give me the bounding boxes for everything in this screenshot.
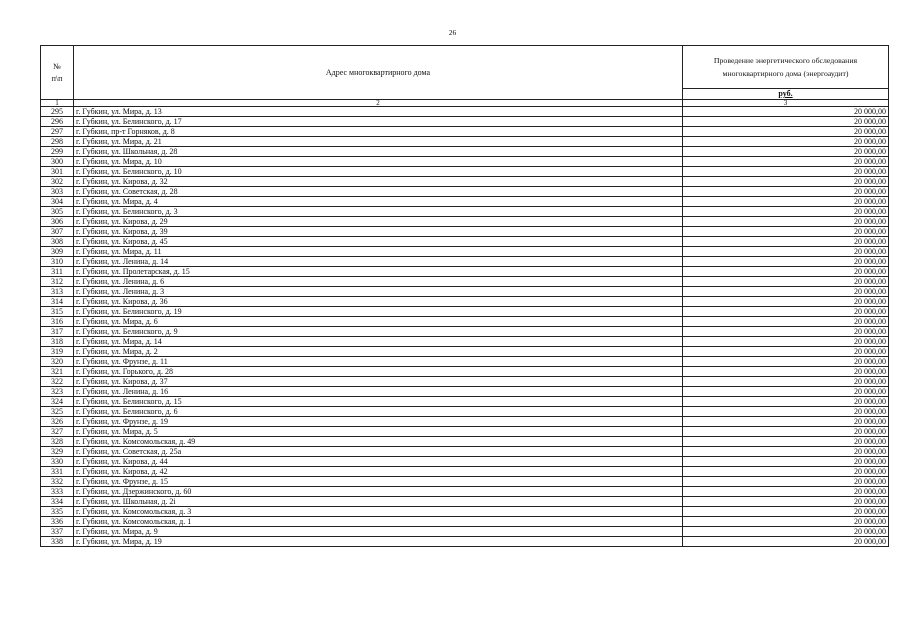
row-number: 318: [41, 337, 74, 347]
index-cell-2: 2: [74, 100, 683, 107]
row-sum: 20 000,00: [683, 377, 889, 387]
row-sum: 20 000,00: [683, 407, 889, 417]
header-cost: [683, 46, 889, 89]
row-number: 302: [41, 177, 74, 187]
row-number: 313: [41, 287, 74, 297]
row-sum: 20 000,00: [683, 367, 889, 377]
page-number: 26: [448, 28, 457, 37]
table-row: [41, 437, 889, 447]
row-sum: 20 000,00: [683, 297, 889, 307]
row-sum: 20 000,00: [683, 147, 889, 157]
row-address: г. Губкин, ул. Советская, д. 28: [74, 187, 683, 197]
row-address: г. Губкин, ул. Мира, д. 9: [74, 527, 683, 537]
table-row: [41, 227, 889, 237]
table-row: [41, 157, 889, 167]
row-number: 309: [41, 247, 74, 257]
row-sum: 20 000,00: [683, 307, 889, 317]
table-row: [41, 417, 889, 427]
table-row: [41, 137, 889, 147]
row-number: 300: [41, 157, 74, 167]
row-number: 297: [41, 127, 74, 137]
row-address: г. Губкин, ул. Кирова, д. 45: [74, 237, 683, 247]
header-cost-line-2: многоквартирного дома (энергоаудит): [722, 69, 849, 78]
row-number: 307: [41, 227, 74, 237]
table-row: [41, 387, 889, 397]
table-row: [41, 347, 889, 357]
table-row: [41, 367, 889, 377]
row-number: 301: [41, 167, 74, 177]
table-row: [41, 517, 889, 527]
table-row: [41, 427, 889, 437]
table-row: [41, 507, 889, 517]
row-address: г. Губкин, ул. Кирова, д. 39: [74, 227, 683, 237]
row-address: г. Губкин, ул. Ленина, д. 14: [74, 257, 683, 267]
header-number: № п\п: [41, 46, 74, 100]
row-sum: 20 000,00: [683, 387, 889, 397]
table-row: [41, 447, 889, 457]
row-sum: 20 000,00: [683, 197, 889, 207]
table-row: [41, 247, 889, 257]
row-number: 327: [41, 427, 74, 437]
row-address: г. Губкин, ул. Фрунзе, д. 19: [74, 417, 683, 427]
row-address: г. Губкин, ул. Мира, д. 21: [74, 137, 683, 147]
table-row: [41, 397, 889, 407]
table-row: [41, 217, 889, 227]
row-number: 310: [41, 257, 74, 267]
row-sum: 20 000,00: [683, 477, 889, 487]
row-sum: 20 000,00: [683, 167, 889, 177]
row-sum: 20 000,00: [683, 207, 889, 217]
table-row: [41, 297, 889, 307]
row-sum: 20 000,00: [683, 257, 889, 267]
table-row: [41, 207, 889, 217]
row-address: г. Губкин, ул. Кирова, д. 44: [74, 457, 683, 467]
table-row: [41, 197, 889, 207]
row-address: г. Губкин, ул. Мира, д. 5: [74, 427, 683, 437]
row-sum: 20 000,00: [683, 397, 889, 407]
row-number: 332: [41, 477, 74, 487]
row-number: 319: [41, 347, 74, 357]
row-address: г. Губкин, ул. Белинского, д. 10: [74, 167, 683, 177]
row-sum: 20 000,00: [683, 457, 889, 467]
row-number: 331: [41, 467, 74, 477]
table-body: [41, 107, 889, 547]
row-address: г. Губкин, ул. Фрунзе, д. 15: [74, 477, 683, 487]
row-address: г. Губкин, ул. Белинского, д. 9: [74, 327, 683, 337]
row-address: г. Губкин, ул. Ленина, д. 3: [74, 287, 683, 297]
row-sum: 20 000,00: [683, 427, 889, 437]
row-address: г. Губкин, ул. Белинского, д. 17: [74, 117, 683, 127]
row-sum: 20 000,00: [683, 277, 889, 287]
row-number: 322: [41, 377, 74, 387]
index-cell-3: 3: [683, 100, 889, 107]
row-sum: 20 000,00: [683, 447, 889, 457]
row-sum: 20 000,00: [683, 107, 889, 117]
row-address: г. Губкин, ул. Белинского, д. 6: [74, 407, 683, 417]
row-number: 308: [41, 237, 74, 247]
row-sum: 20 000,00: [683, 267, 889, 277]
row-number: 314: [41, 297, 74, 307]
row-sum: 20 000,00: [683, 157, 889, 167]
row-number: 311: [41, 267, 74, 277]
row-number: 324: [41, 397, 74, 407]
row-number: 304: [41, 197, 74, 207]
row-sum: 20 000,00: [683, 487, 889, 497]
row-sum: 20 000,00: [683, 437, 889, 447]
table-row: [41, 257, 889, 267]
row-sum: 20 000,00: [683, 357, 889, 367]
row-sum: 20 000,00: [683, 537, 889, 547]
row-address: г. Губкин, ул. Комсомольская, д. 1: [74, 517, 683, 527]
row-address: г. Губкин, ул. Школьная, д. 28: [74, 147, 683, 157]
row-number: 334: [41, 497, 74, 507]
row-address: г. Губкин, ул. Кирова, д. 42: [74, 467, 683, 477]
row-address: г. Губкин, ул. Советская, д. 25а: [74, 447, 683, 457]
header-unit: руб.: [683, 89, 889, 100]
row-number: 333: [41, 487, 74, 497]
row-address: г. Губкин, ул. Мира, д. 4: [74, 197, 683, 207]
table-row: [41, 167, 889, 177]
row-sum: 20 000,00: [683, 327, 889, 337]
row-address: г. Губкин, ул. Горького, д. 28: [74, 367, 683, 377]
row-number: 330: [41, 457, 74, 467]
row-number: 295: [41, 107, 74, 117]
row-number: 338: [41, 537, 74, 547]
table-row: [41, 377, 889, 387]
row-sum: 20 000,00: [683, 177, 889, 187]
row-address: г. Губкин, пр-т Горняков, д. 8: [74, 127, 683, 137]
address-table: [40, 45, 889, 547]
row-address: г. Губкин, ул. Мира, д. 13: [74, 107, 683, 117]
row-sum: 20 000,00: [683, 497, 889, 507]
row-address: г. Губкин, ул. Белинского, д. 19: [74, 307, 683, 317]
row-sum: 20 000,00: [683, 507, 889, 517]
row-address: г. Губкин, ул. Кирова, д. 29: [74, 217, 683, 227]
table-index-row: [41, 100, 889, 107]
row-sum: 20 000,00: [683, 417, 889, 427]
row-address: г. Губкин, ул. Фрунзе, д. 11: [74, 357, 683, 367]
table-row: [41, 487, 889, 497]
row-number: 325: [41, 407, 74, 417]
row-sum: 20 000,00: [683, 137, 889, 147]
row-number: 336: [41, 517, 74, 527]
row-number: 335: [41, 507, 74, 517]
table-row: [41, 407, 889, 417]
row-address: г. Губкин, ул. Кирова, д. 36: [74, 297, 683, 307]
table-header-row: [41, 46, 889, 89]
row-sum: 20 000,00: [683, 217, 889, 227]
row-number: 328: [41, 437, 74, 447]
row-number: 329: [41, 447, 74, 457]
row-sum: 20 000,00: [683, 247, 889, 257]
row-sum: 20 000,00: [683, 117, 889, 127]
row-address: г. Губкин, ул. Пролетарская, д. 15: [74, 267, 683, 277]
row-address: г. Губкин, ул. Дзержинского, д. 60: [74, 487, 683, 497]
row-sum: 20 000,00: [683, 287, 889, 297]
index-cell-1: 1: [41, 100, 74, 107]
table-row: [41, 527, 889, 537]
table-row: [41, 147, 889, 157]
table-row: [41, 277, 889, 287]
row-number: 306: [41, 217, 74, 227]
row-number: 326: [41, 417, 74, 427]
row-sum: 20 000,00: [683, 527, 889, 537]
row-number: 317: [41, 327, 74, 337]
row-number: 312: [41, 277, 74, 287]
table-row: [41, 287, 889, 297]
table-row: [41, 327, 889, 337]
row-address: г. Губкин, ул. Кирова, д. 37: [74, 377, 683, 387]
row-address: г. Губкин, ул. Ленина, д. 6: [74, 277, 683, 287]
row-sum: 20 000,00: [683, 237, 889, 247]
row-number: 296: [41, 117, 74, 127]
table-row: [41, 177, 889, 187]
row-address: г. Губкин, ул. Мира, д. 19: [74, 537, 683, 547]
row-number: 315: [41, 307, 74, 317]
row-address: г. Губкин, ул. Комсомольская, д. 49: [74, 437, 683, 447]
row-address: г. Губкин, ул. Мира, д. 2: [74, 347, 683, 357]
table-row: [41, 477, 889, 487]
row-sum: 20 000,00: [683, 317, 889, 327]
table-row: [41, 537, 889, 547]
table-row: [41, 337, 889, 347]
row-sum: 20 000,00: [683, 517, 889, 527]
row-number: 303: [41, 187, 74, 197]
table-row: [41, 317, 889, 327]
table-row: [41, 187, 889, 197]
row-number: 316: [41, 317, 74, 327]
table-row: [41, 237, 889, 247]
row-address: г. Губкин, ул. Комсомольская, д. 3: [74, 507, 683, 517]
row-address: г. Губкин, ул. Школьная, д. 2і: [74, 497, 683, 507]
table-row: [41, 307, 889, 317]
header-address: Адрес многоквартирного дома: [74, 46, 683, 100]
row-sum: 20 000,00: [683, 127, 889, 137]
row-address: г. Губкин, ул. Ленина, д. 16: [74, 387, 683, 397]
table-row: [41, 467, 889, 477]
row-number: 321: [41, 367, 74, 377]
row-sum: 20 000,00: [683, 337, 889, 347]
row-sum: 20 000,00: [683, 467, 889, 477]
table-row: [41, 127, 889, 137]
row-address: г. Губкин, ул. Мира, д. 11: [74, 247, 683, 257]
row-sum: 20 000,00: [683, 347, 889, 357]
table-row: [41, 117, 889, 127]
table-row: [41, 107, 889, 117]
row-address: г. Губкин, ул. Белинского, д. 15: [74, 397, 683, 407]
row-address: г. Губкин, ул. Белинского, д. 3: [74, 207, 683, 217]
row-address: г. Губкин, ул. Кирова, д. 32: [74, 177, 683, 187]
table-row: [41, 357, 889, 367]
row-address: г. Губкин, ул. Мира, д. 10: [74, 157, 683, 167]
row-address: г. Губкин, ул. Мира, д. 6: [74, 317, 683, 327]
row-number: 337: [41, 527, 74, 537]
row-number: 298: [41, 137, 74, 147]
row-sum: 20 000,00: [683, 227, 889, 237]
row-number: 305: [41, 207, 74, 217]
table-row: [41, 267, 889, 277]
row-number: 323: [41, 387, 74, 397]
table-row: [41, 497, 889, 507]
row-sum: 20 000,00: [683, 187, 889, 197]
row-number: 299: [41, 147, 74, 157]
row-address: г. Губкин, ул. Мира, д. 14: [74, 337, 683, 347]
header-cost-line-1: Проведение энергетического обследования: [713, 56, 858, 65]
row-number: 320: [41, 357, 74, 367]
table-row: [41, 457, 889, 467]
